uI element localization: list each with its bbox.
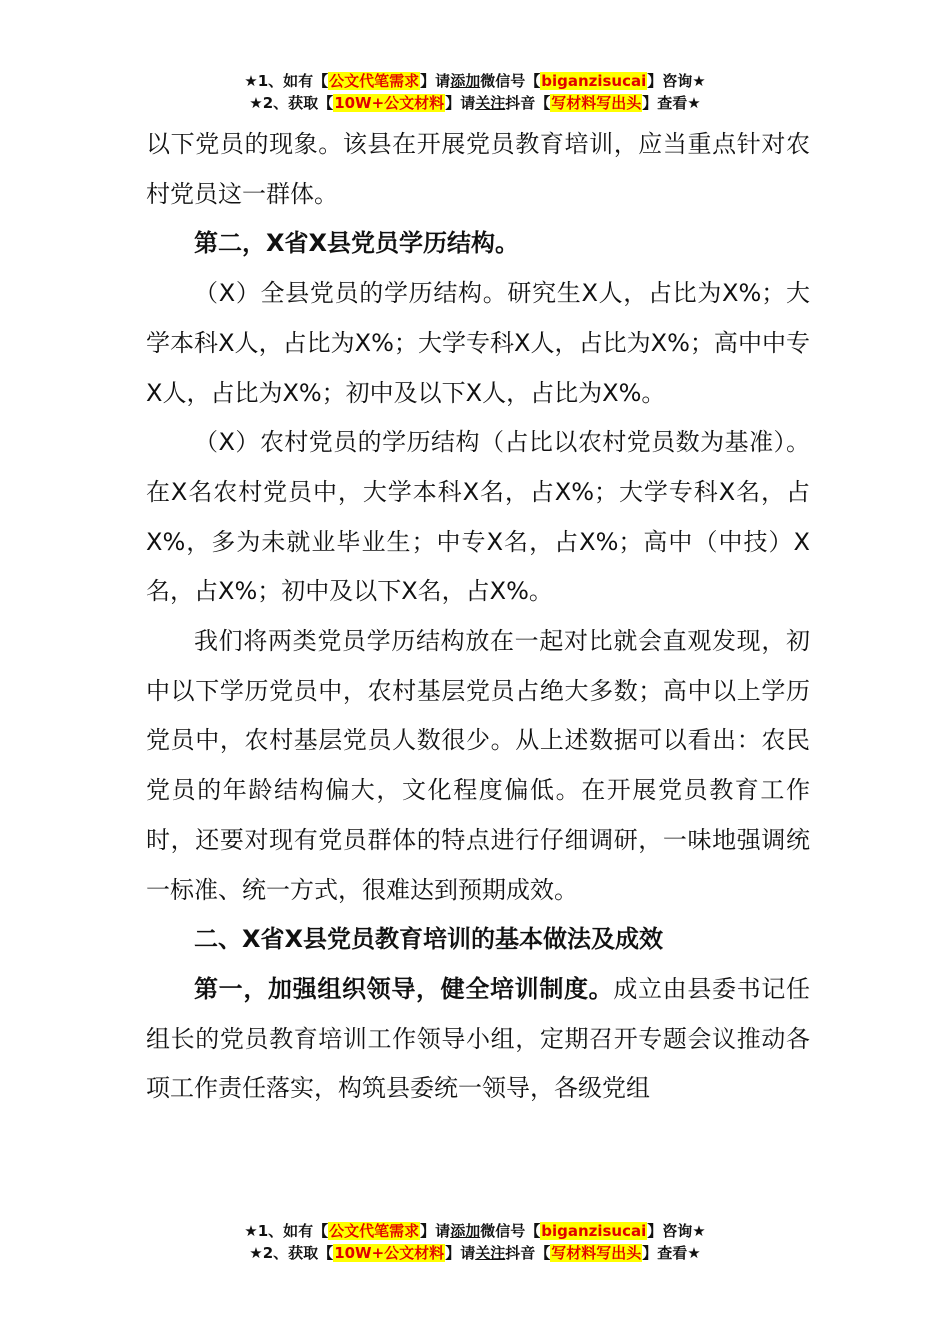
banner-line-1: ★1、如有【公文代笔需求】请添加微信号【biganzisucai】咨询★ <box>244 72 706 90</box>
banner-highlight: biganzisucai <box>541 72 647 90</box>
banner-line-1: ★1、如有【公文代笔需求】请添加微信号【biganzisucai】咨询★ <box>244 1222 706 1240</box>
document-body <box>146 120 810 1114</box>
paragraph: 以下党员的现象。该县在开展党员教育培训，应当重点针对农村党员这一群体。 <box>146 130 810 208</box>
paragraph: （X）农村党员的学历结构（占比以农村党员数为基准）。在X名农村党员中，大学本科X名，占X%；大学专科X名，占X%，多为未就业毕业生；中专X名，占X%；高中（中技）X名，占X%；初中及以下X名，占X%。 <box>146 428 810 606</box>
banner-highlight: 写材料写出头 <box>551 1244 642 1262</box>
banner-line-2: ★2、获取【10W+公文材料】请关注抖音【写材料写出头】查看★ <box>249 1244 701 1262</box>
footer-banner <box>0 1220 950 1264</box>
section-heading: 二、X省X县党员教育培训的基本做法及成效 <box>194 925 664 954</box>
banner-highlight: 公文代笔需求 <box>329 1222 420 1240</box>
banner-highlight: biganzisucai <box>541 1222 647 1240</box>
section-heading: 第二，X省X县党员学历结构。 <box>194 229 520 258</box>
banner-line-2: ★2、获取【10W+公文材料】请关注抖音【写材料写出头】查看★ <box>249 94 701 112</box>
header-banner <box>0 70 950 114</box>
banner-highlight: 10W+公文材料 <box>334 94 445 112</box>
banner-highlight: 10W+公文材料 <box>334 1244 445 1262</box>
paragraph: 第一，加强组织领导，健全培训制度。成立由县委书记任组长的党员教育培训工作领导小组，定期召开专题会议推动各项工作责任落实，构筑县委统一领导，各级党组 <box>146 974 811 1103</box>
banner-highlight: 公文代笔需求 <box>329 72 420 90</box>
paragraph: （X）全县党员的学历结构。研究生X人，占比为X%；大学本科X人，占比为X%；大学专科X人，占比为X%；高中中专X人，占比为X%；初中及以下X人，占比为X%。 <box>146 279 810 407</box>
banner-highlight: 写材料写出头 <box>551 94 642 112</box>
paragraph-lead: 第一，加强组织领导，健全培训制度。 <box>194 974 614 1003</box>
paragraph: 我们将两类党员学历结构放在一起对比就会直观发现，初中以下学历党员中，农村基层党员占绝大多数；高中以上学历党员中，农村基层党员人数很少。从上述数据可以看出：农民党员的年龄结构偏大，文化程度偏低。在开展党员教育工作时，还要对现有党员群体的特点进行仔细调研，一味地强调统一标准、统一方式，很难达到预期成效。 <box>146 627 810 904</box>
